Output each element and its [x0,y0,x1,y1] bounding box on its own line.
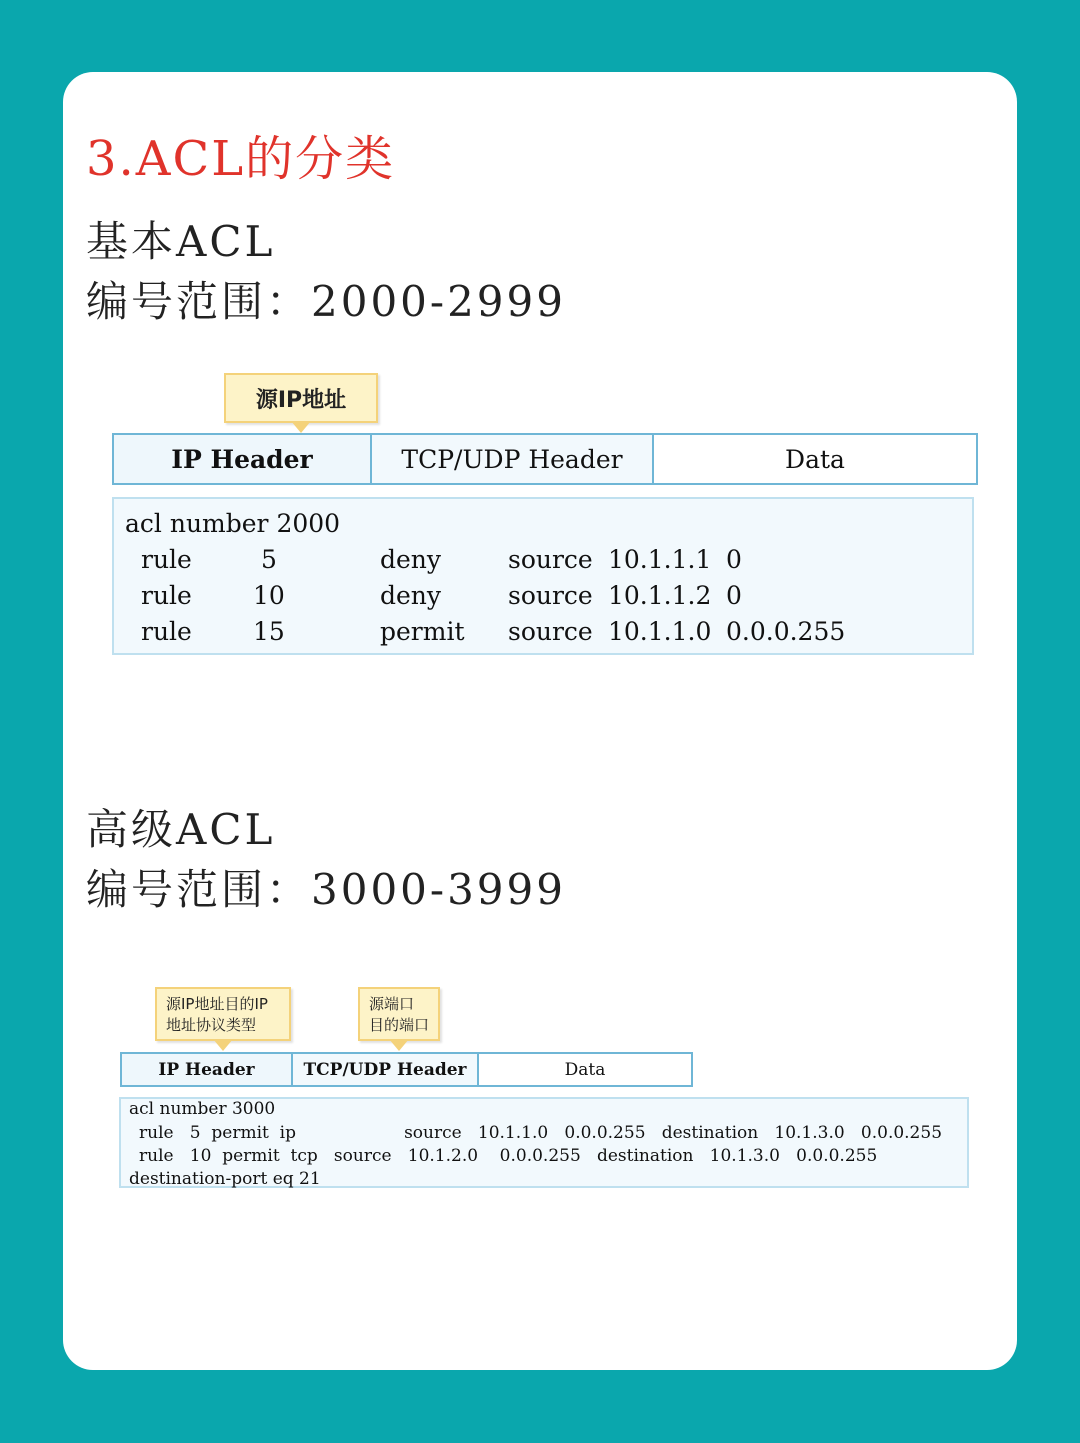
rule-address: 10.1.1.0 [608,617,712,646]
advanced-acl-range: 编号范围：3000-3999 [86,865,566,914]
rule-action: permit [380,617,465,646]
rule-wildcard: 0.0.0.255 [726,617,846,646]
rule-line: rule 5 permit ip source 10.1.1.0 0.0.0.255 destination 10.1.3.0 0.0.0.255 [139,1123,943,1143]
callout-line: 源IP地址目的IP [166,995,268,1013]
tcp-udp-header-cell: TCP/UDP Header [293,1054,479,1085]
basic-acl-range: 编号范围：2000-2999 [86,277,566,326]
advanced-acl-heading: 高级ACL [86,805,276,854]
page-title: 3.ACL的分类 [86,131,396,187]
basic-acl-config [112,497,974,655]
rule-keyword: rule [141,617,192,646]
rule-line: destination-port eq 21 [129,1169,321,1189]
rule-source-keyword: source [508,545,593,574]
rule-address: 10.1.1.1 [608,545,712,574]
rule-source-keyword: source [508,581,593,610]
rule-action: deny [380,581,442,610]
rule-number: 15 [253,617,285,646]
data-cell: Data [479,1054,691,1085]
rule-number: 10 [253,581,285,610]
rule-action: deny [380,545,442,574]
content-card [63,72,1017,1370]
port-callout [358,987,440,1041]
rule-number: 5 [261,545,277,574]
callout-line: 源端口 [369,995,415,1013]
ip-protocol-callout [155,987,291,1041]
advanced-acl-config [119,1097,969,1188]
acl-title: acl number 3000 [129,1099,276,1119]
source-ip-callout: 源IP地址 [224,373,378,423]
rule-line: rule 10 permit tcp source 10.1.2.0 0.0.0.255 destination 10.1.3.0 0.0.0.255 [139,1146,878,1166]
basic-acl-heading: 基本ACL [86,217,276,266]
rule-wildcard: 0 [726,545,742,574]
ip-header-cell: IP Header [114,435,372,483]
advanced-packet-diagram [120,1052,693,1087]
rule-keyword: rule [141,581,192,610]
basic-packet-diagram [112,433,978,485]
data-cell: Data [654,435,976,483]
callout-line: 目的端口 [369,1016,430,1034]
ip-header-cell: IP Header [122,1054,293,1085]
acl-title: acl number 2000 [125,509,341,538]
rule-address: 10.1.1.2 [608,581,712,610]
rule-wildcard: 0 [726,581,742,610]
callout-line: 地址协议类型 [166,1016,257,1034]
rule-source-keyword: source [508,617,593,646]
tcp-udp-header-cell: TCP/UDP Header [372,435,654,483]
rule-keyword: rule [141,545,192,574]
